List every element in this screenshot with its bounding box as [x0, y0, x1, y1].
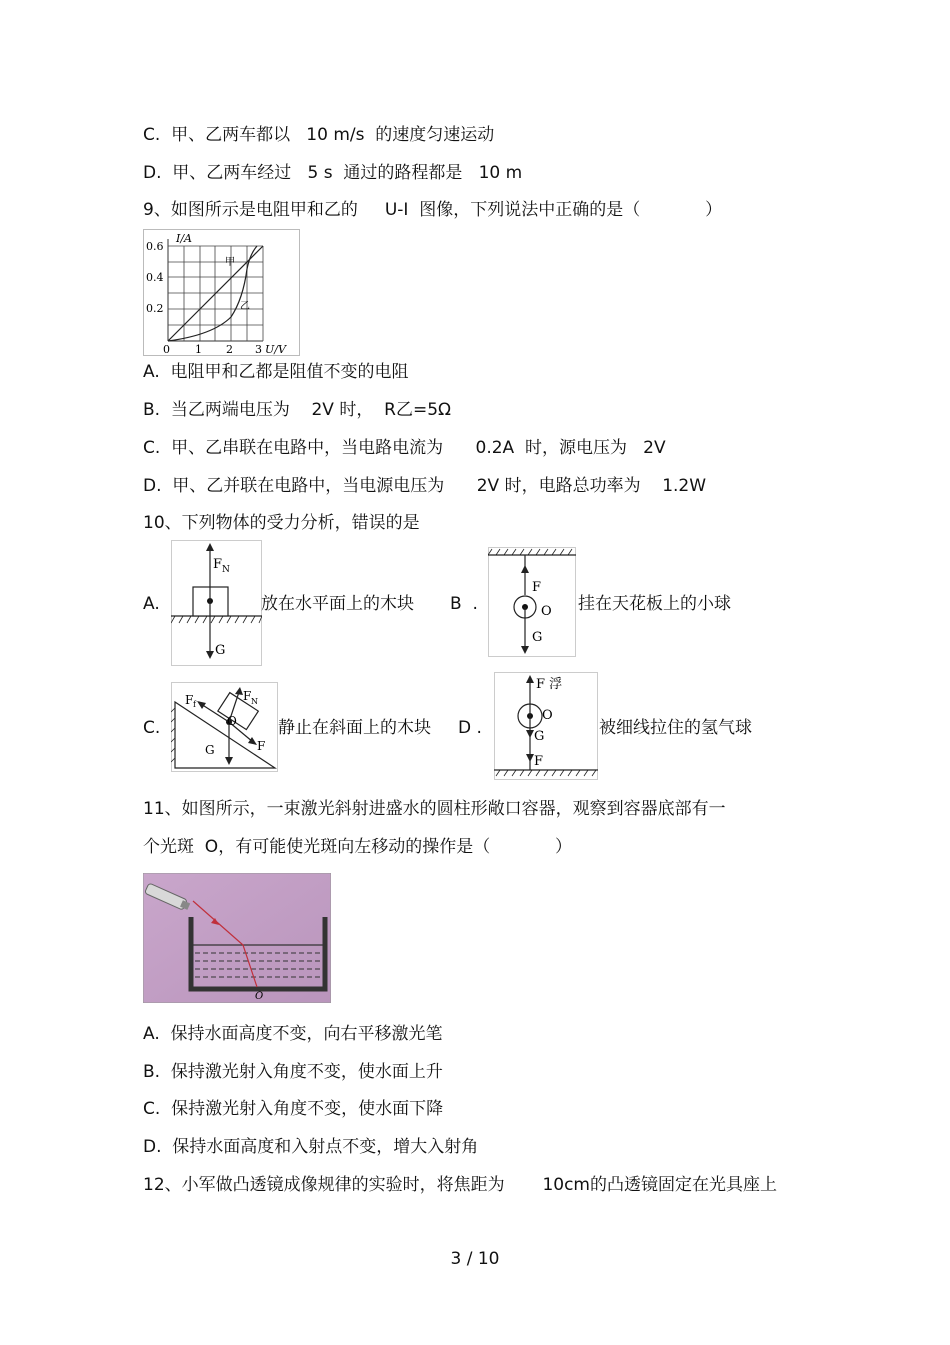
option-a-q11: A. 保持水面高度不变，向右平移激光笔	[143, 1024, 443, 1044]
figure-block-on-incline	[171, 682, 278, 772]
q10-option-d-label: D .	[458, 718, 482, 738]
g-label: G	[532, 630, 543, 645]
option-b-q11: B. 保持激光射入角度不变，使水面上升	[143, 1062, 443, 1082]
option-c-q9: C. 甲、乙串联在电路中，当电路电流为 0.2A 时，源电压为 2V	[143, 438, 666, 458]
g-label: G	[205, 743, 215, 757]
option-a-q9: A. 电阻甲和乙都是阻值不变的电阻	[143, 362, 409, 382]
f-fu-label: F 浮	[536, 677, 563, 692]
spot-label: O	[255, 991, 264, 1002]
ui-graph-figure	[143, 229, 300, 356]
g-label: G	[215, 643, 226, 658]
curve-yi-label: 乙	[240, 301, 250, 312]
y-tick: 0.2	[146, 302, 164, 315]
o-label: O	[541, 604, 552, 619]
f-label: F	[534, 754, 544, 769]
y-axis-label: I/A	[176, 232, 192, 245]
option-d-q9: D. 甲、乙并联在电路中，当电源电压为 2V 时，电路总功率为 1.2W	[143, 476, 707, 496]
ff-subscript: f	[193, 700, 196, 709]
option-d-q11: D. 保持水面高度和入射点不变，增大入射角	[143, 1137, 479, 1157]
q10-option-c-text: 静止在斜面上的木块	[278, 718, 431, 738]
x-tick: 0	[163, 343, 170, 356]
curve-jia-label: 甲	[225, 257, 235, 268]
laser-container-figure	[143, 873, 331, 1003]
y-tick: 0.6	[146, 240, 164, 253]
fn-subscript: N	[251, 697, 258, 706]
x-axis-label: U/V	[265, 343, 286, 356]
page-number: 3 / 10	[450, 1249, 500, 1269]
q10-option-d-text: 被细线拉住的氢气球	[599, 718, 752, 738]
option-c-q11: C. 保持激光射入角度不变，使水面下降	[143, 1099, 444, 1119]
x-tick: 3	[255, 343, 262, 356]
option-b-q9: B. 当乙两端电压为 2V 时， R乙=5Ω	[143, 400, 452, 420]
figure-ball-on-ceiling	[488, 547, 576, 657]
g-label: G	[534, 729, 545, 744]
fn-label: F	[243, 689, 252, 703]
y-tick: 0.4	[146, 271, 164, 284]
x-tick: 1	[195, 343, 202, 356]
question-11-line2: 个光斑 O，有可能使光斑向左移动的操作是（ ）	[143, 837, 573, 857]
fn-subscript: N	[222, 565, 230, 575]
f-label: F	[257, 739, 266, 753]
f-label: F	[532, 580, 542, 595]
fn-label: F	[213, 557, 223, 572]
q10-option-c-label: C.	[143, 718, 161, 738]
figure-hydrogen-balloon	[494, 672, 598, 780]
q10-option-a-label: A.	[143, 594, 160, 614]
o-label: O	[227, 714, 237, 728]
x-tick: 2	[226, 343, 233, 356]
figure-block-on-table	[171, 540, 262, 666]
question-10: 10、下列物体的受力分析，错误的是	[143, 513, 420, 533]
question-12: 12、小军做凸透镜成像规律的实验时，将焦距为 10cm的凸透镜固定在光具座上	[143, 1175, 777, 1195]
q10-option-a-text: 放在水平面上的木块	[261, 594, 414, 614]
question-9: 9、如图所示是电阻甲和乙的 U-I 图像，下列说法中正确的是（ ）	[143, 200, 723, 220]
question-11-line1: 11、如图所示，一束激光斜射进盛水的圆柱形敞口容器，观察到容器底部有一	[143, 799, 726, 819]
o-label: O	[542, 708, 553, 723]
ff-label: F	[185, 693, 194, 707]
q10-option-b-label: B .	[450, 594, 478, 614]
option-c-q8: C. 甲、乙两车都以 10 m/s 的速度匀速运动	[143, 125, 495, 145]
option-d-q8: D. 甲、乙两车经过 5 s 通过的路程都是 10 m	[143, 163, 523, 183]
q10-option-b-text: 挂在天花板上的小球	[578, 594, 731, 614]
